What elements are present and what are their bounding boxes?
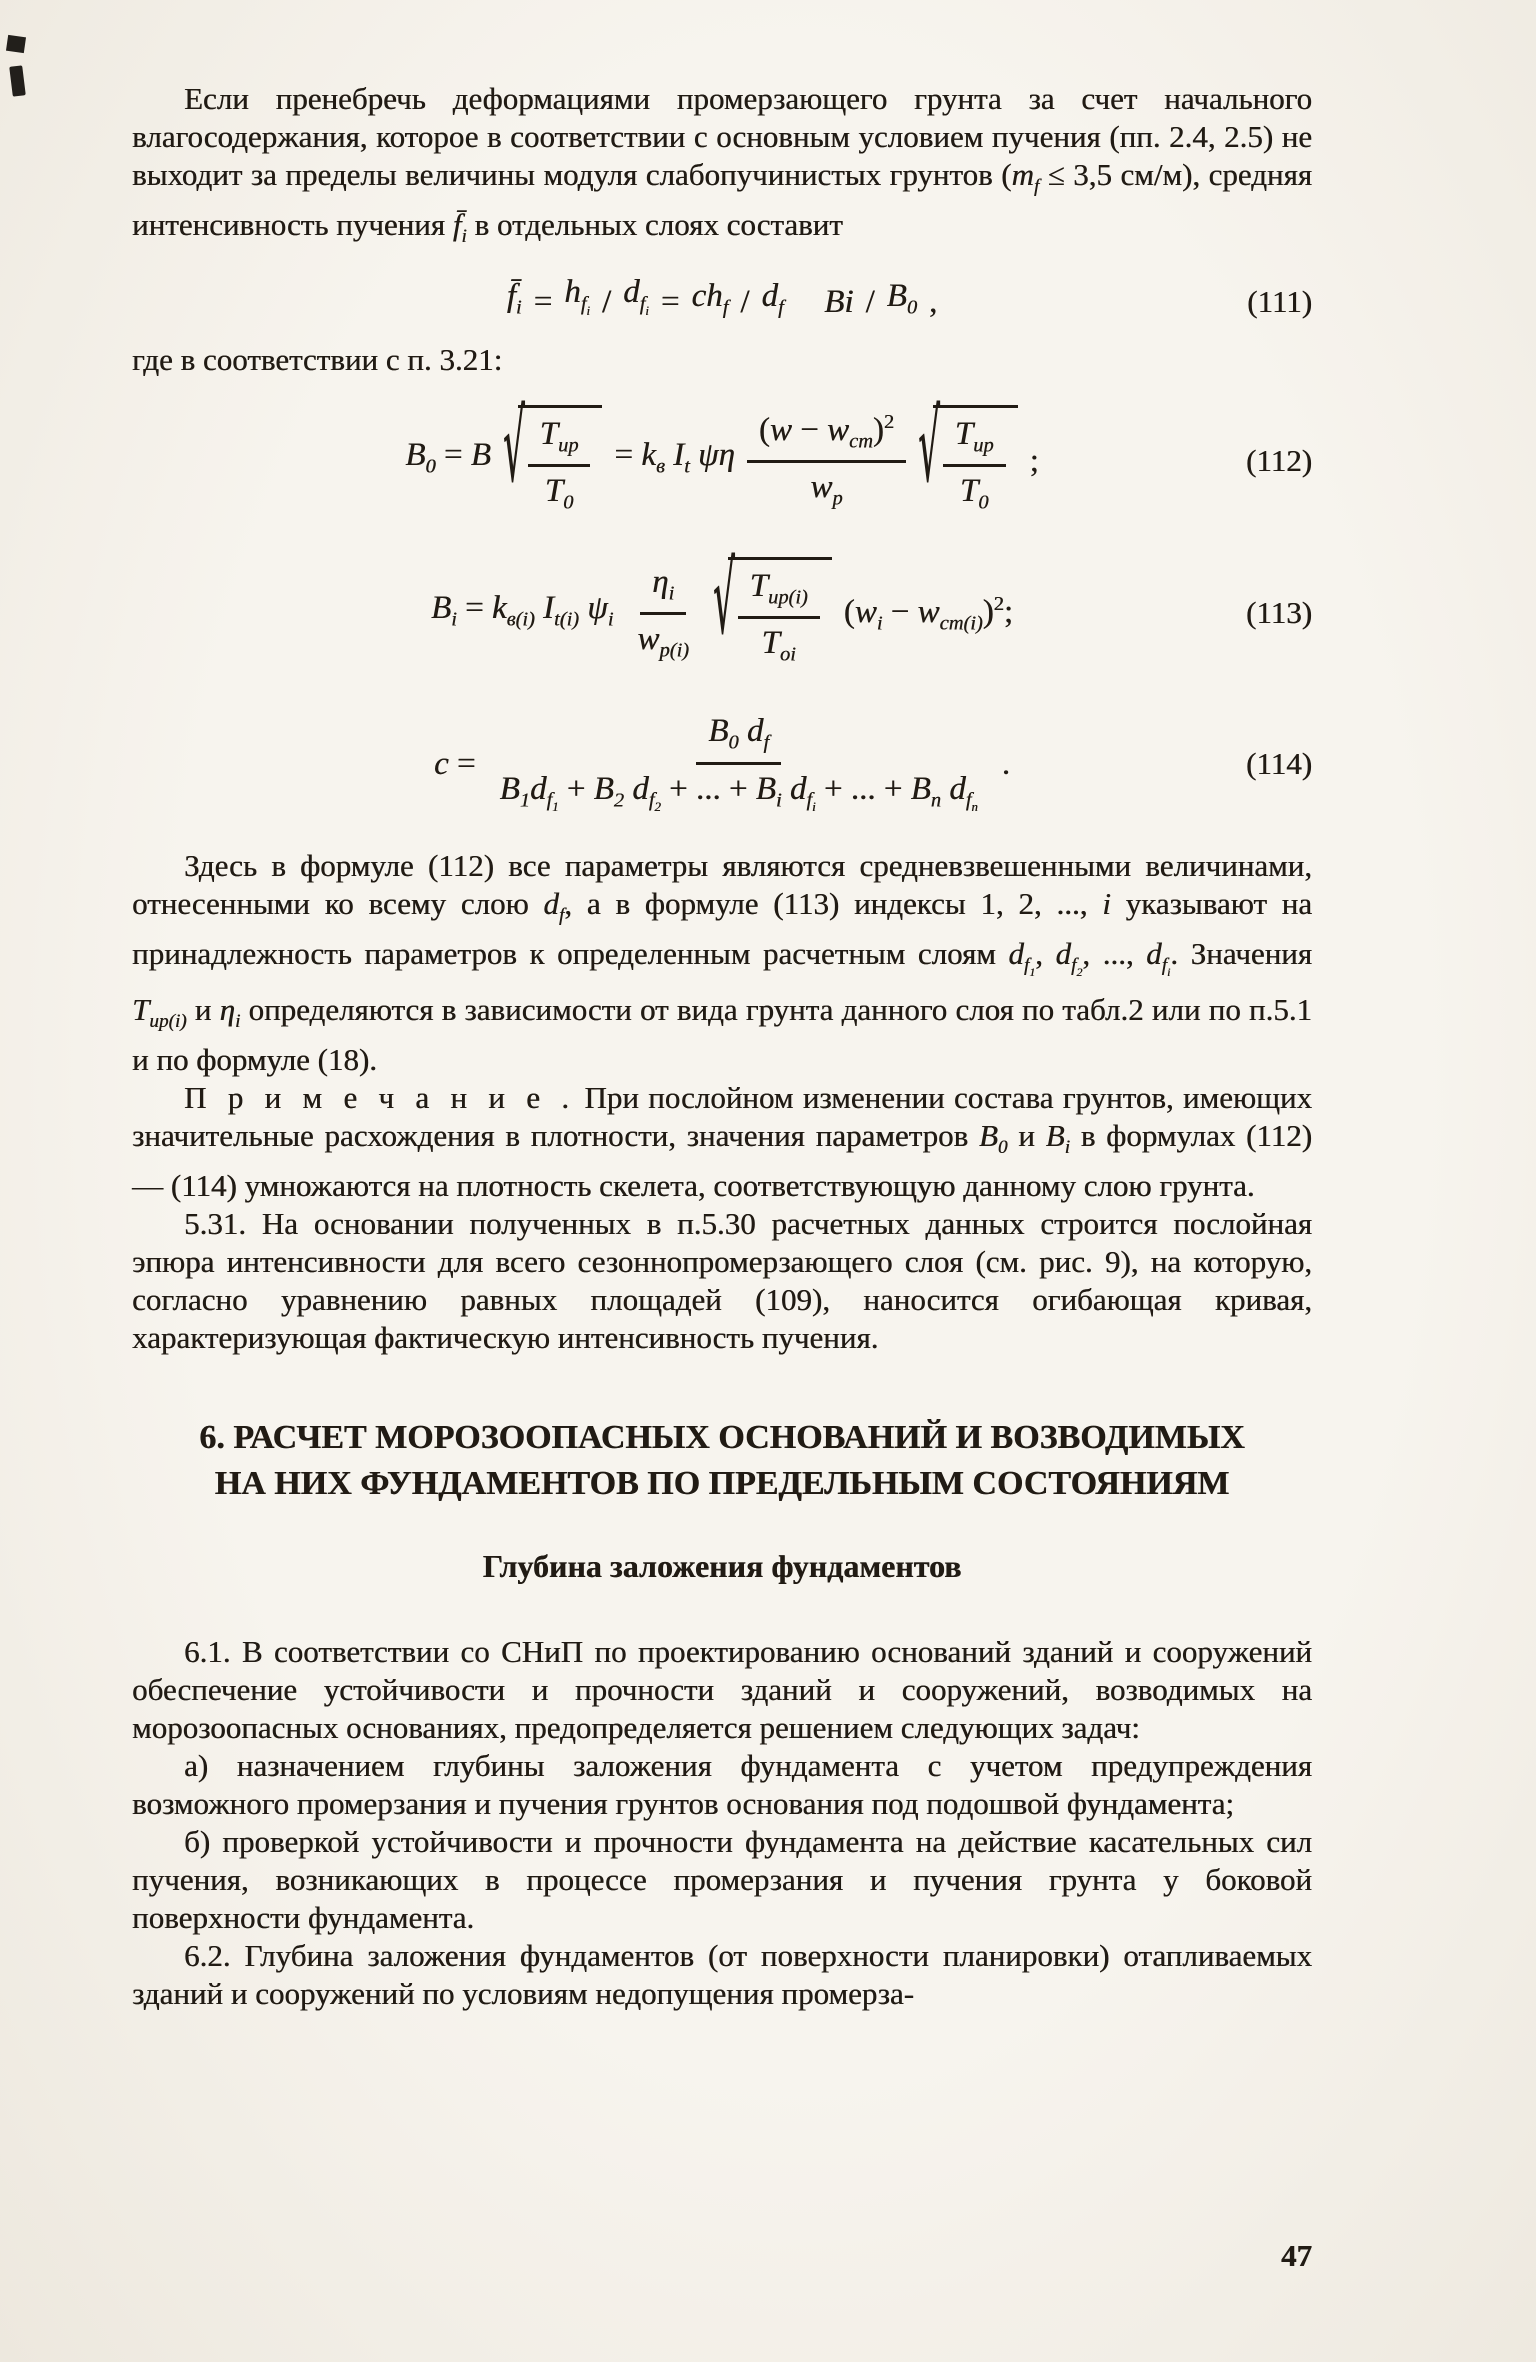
list-item-a: а) назначением глубины заложения фундамента с учетом предупреждения возможного промерзания и пучения грунтов основания под подошвой фундамента;	[132, 1748, 1312, 1822]
note-label: П р и м е ч а н и е .	[184, 1080, 575, 1116]
radicand	[728, 557, 832, 669]
formula-112-lead: $B_0 = B$	[405, 437, 491, 478]
formula-112-body	[405, 390, 1039, 517]
fraction-numerator: $B_0$ $d_f$	[696, 711, 781, 764]
paragraph-explanation: Здесь в формуле (112) все параметры являются средневзвешенными величинами, отнесенными ко всему слою $d_f$, а в формуле (113) индексы 1, 2, ..., i указывают на принадлежность параметров к определенным расчетным слоям $d_{f_1}$, $d_{f_2}$, ..., $d_{f_i}$. Значения $T_{ир(i)}$ и $\eta_i$ определяются в зависимости от вида грунта данного слоя по табл.2 или по п.5.1 и по формуле (18).	[132, 847, 1313, 1078]
scan-artifact	[9, 65, 26, 96]
formula-114-tail: .	[1001, 746, 1010, 783]
sqrt-radical	[712, 542, 832, 669]
fraction-numerator: $(w - w_{ст})^2$	[747, 409, 906, 463]
sqrt-radical	[502, 390, 602, 517]
fraction	[528, 414, 591, 517]
paragraph-5-31: 5.31. На основании полученных в п.5.30 расчетных данных строится послойная эпюра интенсивности для всего сезоннопромерзающего слоя (см. рис. 9), на которую, согласно уравнению равных площадей (109), наносится огибающая кривая, характеризующая фактическую интенсивность пучения.	[132, 1206, 1312, 1356]
fraction-numerator: $T_{ир}$	[528, 414, 591, 467]
formula-number-114: (114)	[1246, 746, 1312, 782]
sqrt-radical	[918, 390, 1017, 517]
formula-114-lead: c =	[434, 746, 476, 783]
paragraph-intro: Если пренебречь деформациями промерзающего грунта за счет начального влагосодержания, которое в соответствии с основным условием пучения (пп. 2.4, 2.5) не выходит за пределы величины модуля слабопучинистых грунтов ($m_f \le 3,5$ см/м), средняя интенсивность пучения $f̄_i$ в отдельных слоях составит	[132, 81, 1313, 248]
fraction-numerator: $\eta_i$	[640, 562, 686, 615]
formula-112-mid: = $k_в$ $I_t$ ψη	[614, 437, 735, 478]
section-6-heading-line-1: 6. РАСЧЕТ МОРОЗООПАСНЫХ ОСНОВАНИЙ И ВОЗВОДИМЫХ	[199, 1419, 1245, 1457]
formula-number-111: (111)	[1247, 283, 1312, 319]
paragraph-where: где в соответствии с п. 3.21:	[132, 342, 503, 378]
formula-111-body: $f̄_i$ = $h_{f_i}$ / $d_{f_i}$ = $ch_f$ / $d_f$ Bi / $B_0$ ,	[506, 274, 938, 320]
radicand	[518, 405, 603, 517]
fraction	[943, 414, 1006, 517]
fraction	[747, 409, 906, 513]
formula-114	[132, 711, 1312, 816]
radicand	[933, 405, 1018, 517]
note-body: При послойном изменении состава грунтов, имеющих значительные расхождения в плотности, значения параметров $B_0$ и $B_i$ в формулах (112) — (114) умножаются на плотность скелета, соответствующую данному слою грунта.	[132, 1080, 1313, 1204]
fraction-denominator: $T_0$	[544, 473, 574, 514]
list-item-b: б) проверкой устойчивости и прочности фундамента на действие касательных сил пучения, возникающих в процессе промерзания и пучения грунта у боковой поверхности фундамента.	[132, 1824, 1312, 1936]
formula-112	[132, 390, 1312, 517]
paragraph-note	[132, 1079, 1312, 1205]
formula-113-body	[430, 542, 1014, 669]
fraction-denominator: $T_0$	[959, 473, 989, 514]
section-6-heading-line-2: НА НИХ ФУНДАМЕНТОВ ПО ПРЕДЕЛЬНЫМ СОСТОЯНИЯМ	[214, 1465, 1230, 1503]
fraction	[738, 566, 820, 669]
formula-113-lead: $B_i = k_{в(i)}$ $I_{t(i)}$ $\psi_i$	[430, 589, 614, 631]
formula-113-tail: $(w_i - w_{ст(i)})^2$;	[843, 592, 1014, 635]
formula-114-body	[434, 711, 1010, 816]
fraction-denominator: $T_{оi}$	[761, 625, 796, 666]
section-6-heading	[132, 1415, 1312, 1507]
radical-sign-icon: √	[918, 390, 940, 507]
fraction-numerator: $T_{ир}$	[943, 414, 1006, 467]
paragraph-6-1: 6.1. В соответствии со СНиП по проектированию оснований зданий и сооружений обеспечение устойчивости и прочности зданий и сооружений, возводимых на морозоопасных основаниях, предопределяется решением следующих задач:	[132, 1634, 1312, 1746]
fraction-numerator: $T_{ир(i)}$	[738, 566, 820, 619]
subsection-heading: Глубина заложения фундаментов	[482, 1548, 962, 1585]
scan-artifact	[6, 35, 26, 53]
fraction	[625, 562, 701, 665]
fraction-denominator: $w_p$	[810, 469, 843, 510]
page-number: 47	[1281, 2238, 1312, 2273]
formula-number-113: (113)	[1246, 595, 1312, 631]
fraction-denominator: $B_1d_{f_1} + B_2$ $d_{f_2}$ + ... + $B_i$ $d_{f_i}$ + ... + $B_n$ $d_{f_n}$	[499, 770, 978, 815]
radical-sign-icon: √	[502, 390, 525, 507]
page-content	[132, 80, 1312, 2013]
formula-number-112: (112)	[1246, 443, 1312, 479]
paragraph-6-2: 6.2. Глубина заложения фундаментов (от поверхности планировки) отапливаемых зданий и сооружений по условиям недопущения промерза-	[132, 1938, 1312, 2012]
fraction	[488, 711, 990, 816]
formula-113	[132, 542, 1312, 669]
formula-111	[132, 272, 1312, 331]
radical-sign-icon: √	[712, 542, 735, 659]
fraction-denominator: $w_{p(i)}$	[637, 620, 689, 662]
formula-112-tail: ;	[1029, 443, 1039, 480]
